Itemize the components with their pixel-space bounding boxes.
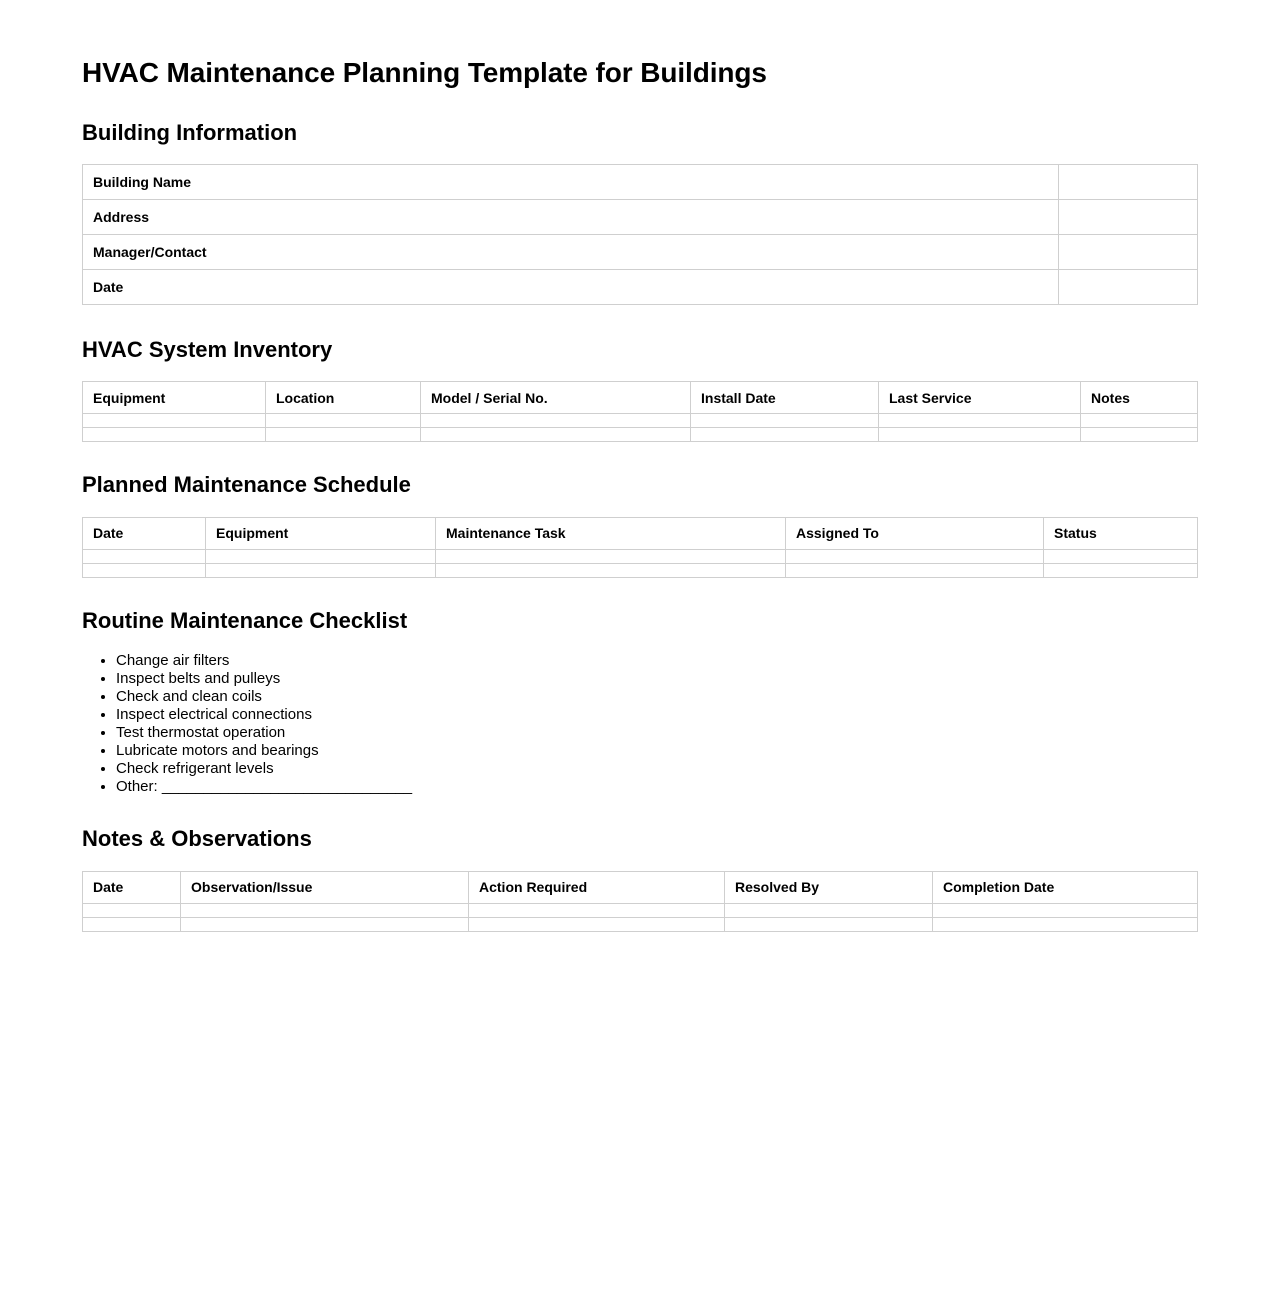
table-cell[interactable]: [725, 903, 933, 917]
table-cell[interactable]: [786, 549, 1044, 563]
column-header: Notes: [1081, 382, 1198, 414]
table-cell[interactable]: [206, 563, 436, 577]
table-cell[interactable]: [181, 917, 469, 931]
table-row: [83, 917, 1198, 931]
list-item-other-label: Other: ______________________________: [116, 778, 413, 796]
list-item[interactable]: [116, 742, 1196, 760]
column-header: Observation/Issue: [181, 871, 469, 903]
table-cell[interactable]: [421, 428, 691, 442]
list-item-label: Test thermostat operation: [116, 724, 286, 742]
list-item-label: Check refrigerant levels: [116, 760, 274, 778]
table-cell[interactable]: [206, 549, 436, 563]
table-cell[interactable]: [691, 414, 879, 428]
table-cell[interactable]: [1044, 549, 1198, 563]
list-item[interactable]: [116, 670, 1196, 688]
table-cell[interactable]: [83, 917, 181, 931]
table-cell[interactable]: [83, 414, 266, 428]
column-header: Equipment: [206, 517, 436, 549]
section-planned-maintenance-schedule: [82, 472, 1196, 577]
list-item[interactable]: [116, 688, 1196, 706]
planned-maintenance-schedule-table: [82, 517, 1198, 578]
table-cell[interactable]: [691, 428, 879, 442]
table-row: [83, 269, 1198, 304]
section-notes-observations: [82, 826, 1196, 931]
table-cell[interactable]: [469, 903, 725, 917]
table-cell[interactable]: [725, 917, 933, 931]
section-building-information: [82, 120, 1196, 305]
row-value-field[interactable]: [1059, 164, 1198, 199]
table-row: [83, 234, 1198, 269]
table-cell[interactable]: [879, 428, 1081, 442]
table-cell[interactable]: [436, 563, 786, 577]
row-label: Date: [83, 269, 1059, 304]
column-header: Last Service: [879, 382, 1081, 414]
section-routine-maintenance-checklist: [82, 608, 1196, 796]
row-label: Address: [83, 199, 1059, 234]
table-row: [83, 414, 1198, 428]
column-header: Resolved By: [725, 871, 933, 903]
list-item[interactable]: [116, 760, 1196, 778]
list-item[interactable]: [116, 706, 1196, 724]
table-cell[interactable]: [933, 917, 1198, 931]
table-row: [83, 164, 1198, 199]
table-row: [83, 903, 1198, 917]
table-cell[interactable]: [1081, 414, 1198, 428]
column-header: Action Required: [469, 871, 725, 903]
table-cell[interactable]: [83, 549, 206, 563]
list-item-other[interactable]: [116, 778, 1196, 796]
list-item-label: Change air filters: [116, 652, 230, 670]
section-hvac-system-inventory: [82, 337, 1196, 442]
column-header: Date: [83, 871, 181, 903]
column-header: Maintenance Task: [436, 517, 786, 549]
list-item-label: Inspect electrical connections: [116, 706, 312, 724]
row-label: Manager/Contact: [83, 234, 1059, 269]
table-cell[interactable]: [421, 414, 691, 428]
table-cell[interactable]: [469, 917, 725, 931]
column-header: Date: [83, 517, 206, 549]
row-value-field[interactable]: [1059, 199, 1198, 234]
table-cell[interactable]: [266, 414, 421, 428]
routine-maintenance-checklist: [82, 652, 1196, 796]
table-cell[interactable]: [83, 903, 181, 917]
section-heading-planned-maintenance-schedule: Planned Maintenance Schedule: [82, 472, 411, 498]
notes-observations-table: [82, 871, 1198, 932]
section-heading-notes-observations: Notes & Observations: [82, 826, 312, 852]
table-cell[interactable]: [786, 563, 1044, 577]
table-cell[interactable]: [933, 903, 1198, 917]
column-header: Status: [1044, 517, 1198, 549]
table-row: [83, 563, 1198, 577]
table-row: [83, 549, 1198, 563]
list-item-label: Check and clean coils: [116, 688, 262, 706]
table-row: [83, 428, 1198, 442]
list-item-label: Inspect belts and pulleys: [116, 670, 281, 688]
table-cell[interactable]: [83, 563, 206, 577]
table-row: [83, 199, 1198, 234]
column-header: Model / Serial No.: [421, 382, 691, 414]
list-item[interactable]: [116, 652, 1196, 670]
table-cell[interactable]: [879, 414, 1081, 428]
column-header: Location: [266, 382, 421, 414]
table-cell[interactable]: [181, 903, 469, 917]
row-value-field[interactable]: [1059, 234, 1198, 269]
table-cell[interactable]: [436, 549, 786, 563]
table-cell[interactable]: [83, 428, 266, 442]
column-header: Assigned To: [786, 517, 1044, 549]
table-header-row: [83, 871, 1198, 903]
table-header-row: [83, 382, 1198, 414]
section-heading-building-information: Building Information: [82, 119, 298, 145]
list-item-label: Lubricate motors and bearings: [116, 742, 319, 760]
column-header: Completion Date: [933, 871, 1198, 903]
list-item[interactable]: [116, 724, 1196, 742]
row-value-field[interactable]: [1059, 269, 1198, 304]
building-information-table: [82, 164, 1198, 305]
table-cell[interactable]: [266, 428, 421, 442]
column-header: Equipment: [83, 382, 266, 414]
section-heading-hvac-system-inventory: HVAC System Inventory: [82, 336, 333, 362]
row-label: Building Name: [83, 164, 1059, 199]
table-header-row: [83, 517, 1198, 549]
section-heading-routine-maintenance-checklist: Routine Maintenance Checklist: [82, 607, 408, 633]
page-title: HVAC Maintenance Planning Template for Buildings: [82, 57, 767, 88]
hvac-system-inventory-table: [82, 381, 1198, 442]
table-cell[interactable]: [1081, 428, 1198, 442]
table-cell[interactable]: [1044, 563, 1198, 577]
column-header: Install Date: [691, 382, 879, 414]
